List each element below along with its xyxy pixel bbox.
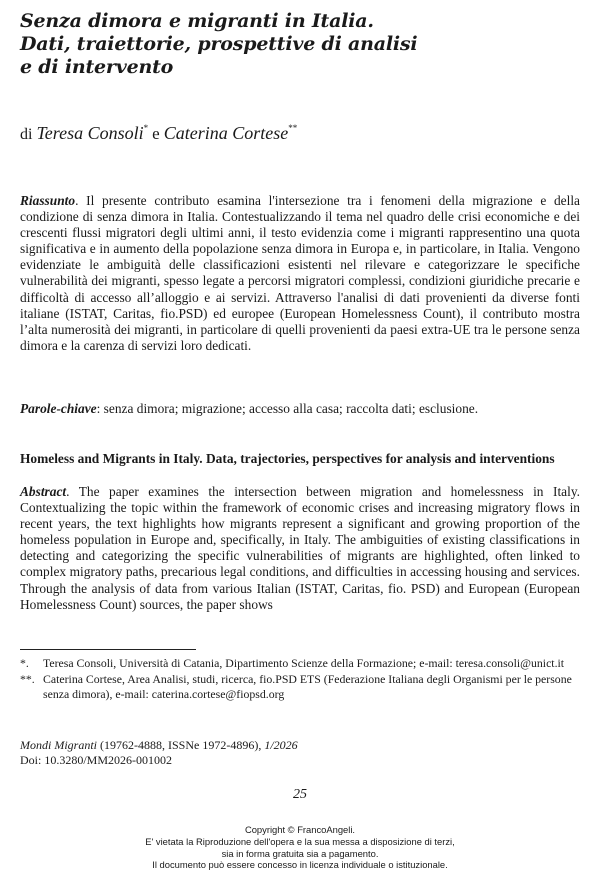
riassunto-text: . Il presente contributo esamina l'intersezione tra i fenomeni della migrazione e della condizione di senza dimora in Italia. Contestualizzando il tema nel quadro delle crisi economiche e dei crescenti flussi migratori degli ultimi anni, il testo evidenzia come i migranti rappresentino una quota significativa e in aumento della popolazione senza dimora in Europa e, in particolare, in Italia. Vengono evidenziate le ambiguità delle classificazioni esistenti nel rilevare e categorizzare le specifiche vulnerabilità dei migranti, spesso legate a percorsi migratori complessi, condizioni giuridiche precarie e difficoltà di accesso all’alloggio e ai servizi. Attraverso l'analisi di dati provenienti da diverse fonti italiane (ISTAT, Caritas, fio.PSD) ed europee (European Homelessness Count), il contributo mostra l’alta numerosità dei migranti, in particolare di quelli provenienti da paesi extra-UE tra le persone senza dimora e la carenza di servizi loro dedicati. [20, 193, 580, 353]
footnote-mark: *. [20, 656, 29, 670]
footnote-text: Caterina Cortese, Area Analisi, studi, ricerca, fio.PSD ETS (Federazione Italiana degli Organismi per le persone senza dimora), e-mail: caterina.cortese@fiopsd.org [43, 672, 572, 701]
riassunto-label: Riassunto [20, 193, 76, 208]
copyright-line: Copyright © FrancoAngeli. [244, 824, 356, 835]
abstract-text: . The paper examines the intersection between migration and homelessness in Italy. Contextualizing the topic within the framework of economic crises and increasing migratory flows in recent years, the text highlights how migrants represent a significant and growing proportion of the homeless population in Europe and, specifically, in Italy. The ambiguities of existing classifications in detecting and categorizing the specific vulnerabilities of migrants are highlighted, often linked to complex migratory paths, precarious legal conditions, and difficulties in accessing housing and services. Through the analysis of data from various Italian (ISTAT, Caritas, fio. PSD) and European (European Homelessness Count) sources, the paper shows [20, 484, 580, 612]
footnote-item [20, 672, 580, 702]
footnotes [20, 656, 580, 703]
copyright-notice [0, 824, 600, 871]
author-name: Caterina Cortese [163, 123, 289, 143]
copyright-line: sia in forma gratuita sia a pagamento. [221, 847, 379, 859]
author-line [20, 118, 297, 145]
footnote-mark: **. [20, 672, 35, 686]
author-name: Teresa Consoli [36, 123, 144, 143]
author-conjunction: e [152, 124, 160, 143]
footnote-marker: ** [288, 123, 298, 133]
title-line: e di intervento [20, 56, 174, 78]
by-prefix: di [20, 126, 33, 143]
title-line: Dati, traiettorie, prospettive di analisi [20, 33, 418, 55]
journal-info [20, 738, 298, 767]
abstract-label: Abstract [20, 484, 67, 499]
journal-issn: (19762-4888, ISSNe 1972-4896), [97, 738, 265, 752]
journal-issue: 1/2026 [264, 738, 298, 752]
abstract-paragraph [20, 484, 580, 613]
riassunto-paragraph [20, 193, 580, 354]
journal-name: Mondi Migranti [20, 738, 97, 752]
page-number: 25 [293, 787, 307, 802]
keywords-paragraph [20, 401, 580, 417]
copyright-line: E' vietata la Riproduzione dell'opera e la sua messa a disposizione di terzi, [145, 835, 455, 847]
article-title [20, 10, 580, 79]
footnote-item [20, 656, 580, 671]
footnote-marker: * [143, 123, 149, 133]
keywords-label: Parole-chiave [20, 401, 97, 416]
english-title: Homeless and Migrants in Italy. Data, trajectories, perspectives for analysis and interventions [20, 451, 555, 466]
footnote-text: Teresa Consoli, Università di Catania, Dipartimento Scienze della Formazione; e-mail: teresa.consoli@unict.it [43, 656, 565, 670]
journal-citation [20, 738, 298, 753]
title-line: Senza dimora e migranti in Italia. [20, 10, 374, 32]
footnote-rule [20, 649, 196, 650]
keywords-text: : senza dimora; migrazione; accesso alla casa; raccolta dati; esclusione. [96, 401, 479, 416]
copyright-line: Il documento può essere concesso in licenza individuale o istituzionale. [152, 859, 448, 871]
journal-doi: Doi: 10.3280/MM2026-001002 [20, 752, 173, 767]
